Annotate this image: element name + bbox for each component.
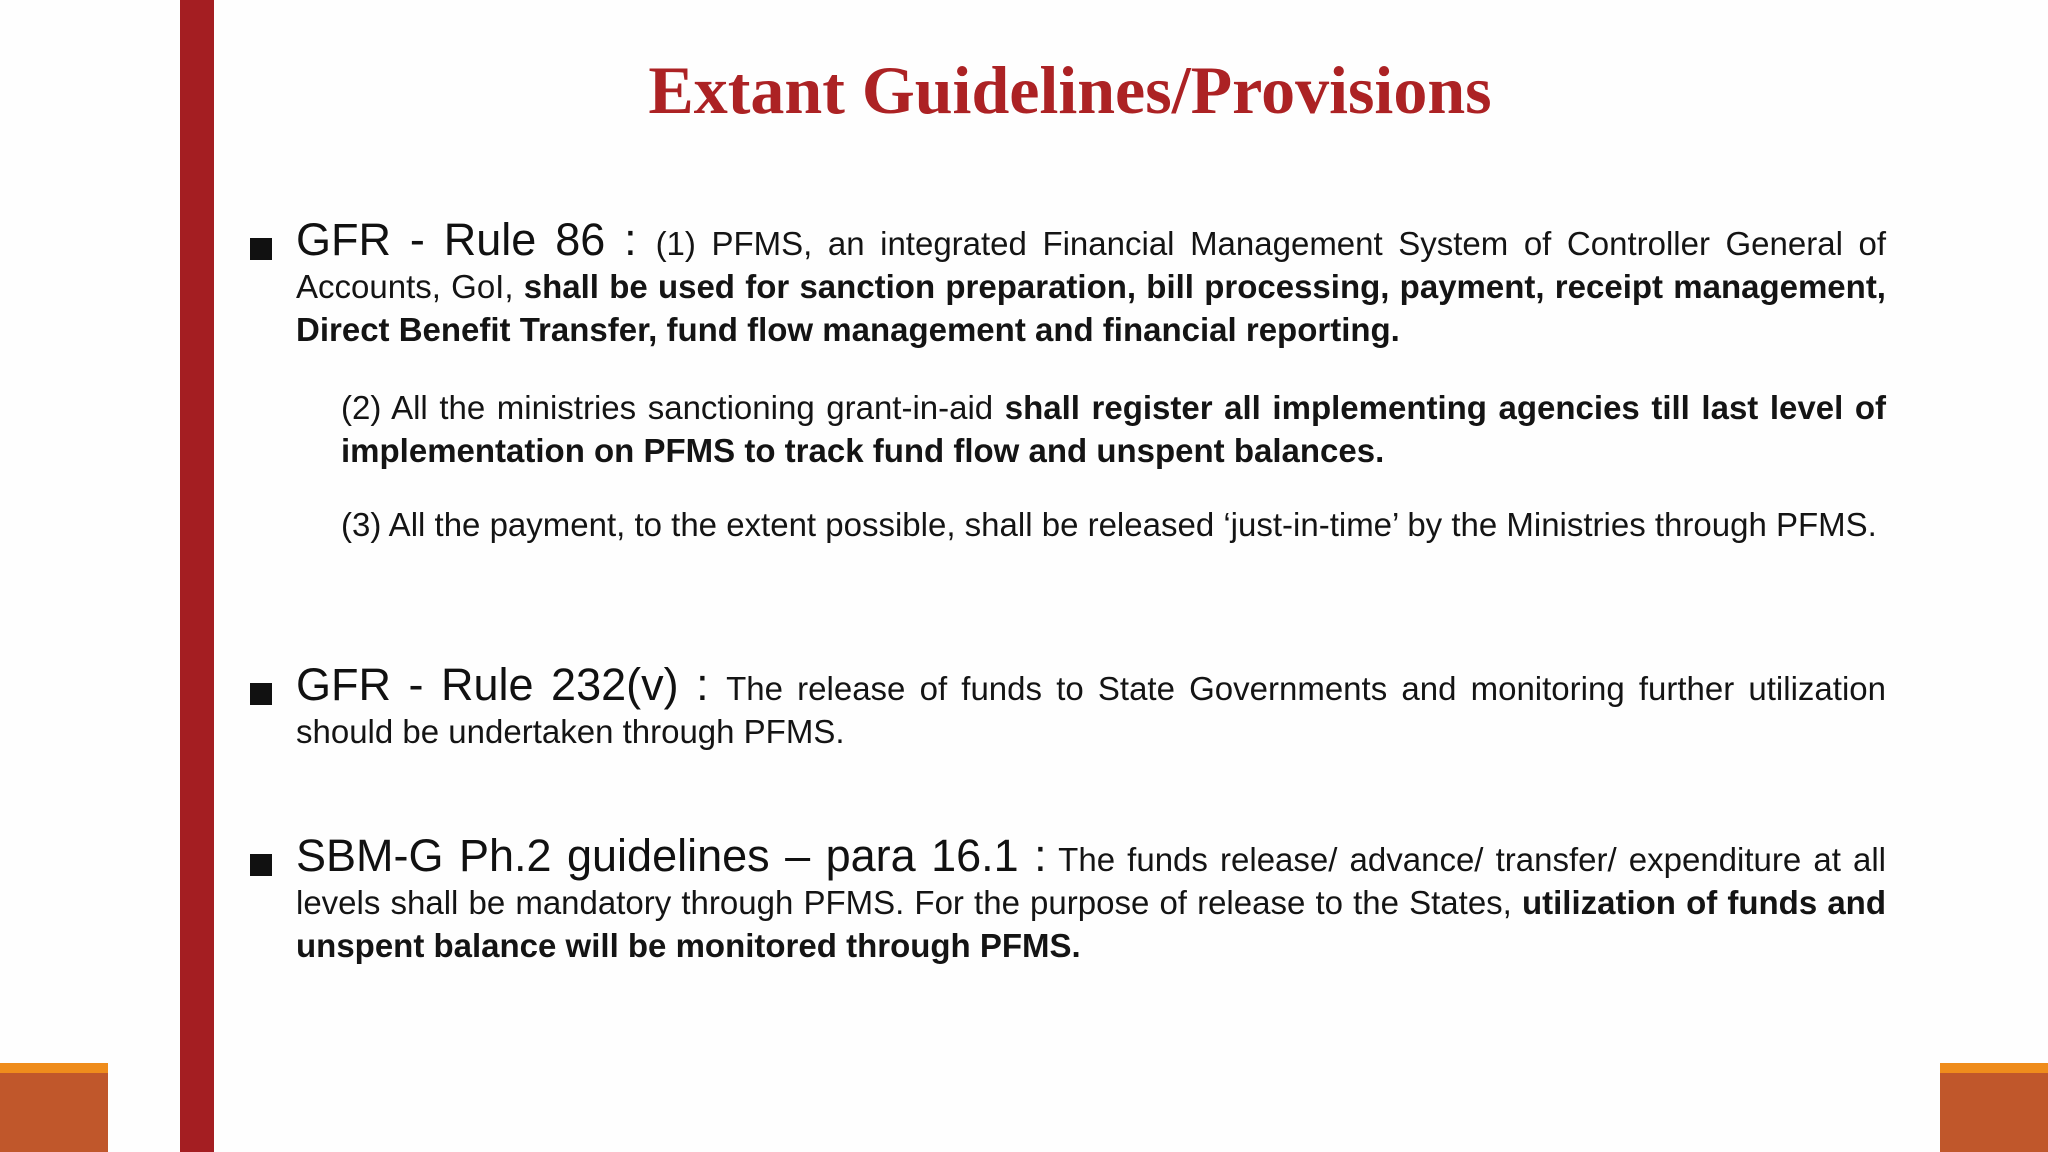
sbm-g-normal-text: The funds release/ advance/ transfer/ expenditure at all levels shall be mandatory through PFMS. For the purpose of release to the States, xyxy=(296,841,1887,921)
rule-232v-normal-text: The release of funds to State Governments and monitoring further utilization should be undertaken through PFMS. xyxy=(296,670,1886,750)
sbm-g-block xyxy=(296,830,1887,967)
clause-3-text: (3) All the payment, to the extent possible, shall be released ‘just-in-time’ by the Ministries through PFMS. xyxy=(341,506,1877,543)
rule-232v-heading: GFR - Rule 232(v) xyxy=(296,659,679,710)
bottom-left-accent-block xyxy=(0,1063,108,1152)
clause-2-bold-text: shall register all implementing agencies till last level of implementation on PFMS to track fund flow and unspent balances. xyxy=(341,389,1886,469)
rule-86-block xyxy=(296,214,1886,351)
rule-86-separator: : xyxy=(605,214,656,265)
rule-232v-separator: : xyxy=(678,659,727,710)
rule-86-normal-text: (1) PFMS, an integrated Financial Management System of Controller General of Accounts, GoI, xyxy=(296,225,1886,305)
rule-86-bold-text: shall be used for sanction preparation, bill processing, payment, receipt management, Direct Benefit Transfer, fund flow management and financial reporting. xyxy=(296,268,1886,348)
clause-2-normal-text: (2) All the ministries sanctioning grant-in-aid xyxy=(341,389,1005,426)
rule-232v-block xyxy=(296,659,1886,753)
rule-86-clause-3 xyxy=(341,503,1886,546)
rule-86-clause-2 xyxy=(341,386,1886,472)
rule-86-text xyxy=(296,214,1886,351)
rule-232v-text xyxy=(296,659,1886,753)
sbm-g-bold-text: utilization of funds and unspent balance will be monitored through PFMS. xyxy=(296,884,1886,964)
left-accent-bar xyxy=(180,0,214,1152)
sbm-g-heading: SBM-G Ph.2 guidelines – para 16.1 : xyxy=(296,830,1047,881)
bullet-square-icon xyxy=(250,683,272,705)
slide-title: Extant Guidelines/Provisions xyxy=(648,52,1492,128)
bullet-square-icon xyxy=(250,238,272,260)
rule-86-heading: GFR - Rule 86 xyxy=(296,214,606,265)
bullet-square-icon xyxy=(250,854,272,876)
sbm-g-text xyxy=(296,830,1887,967)
bottom-right-accent-block xyxy=(1940,1063,2048,1152)
